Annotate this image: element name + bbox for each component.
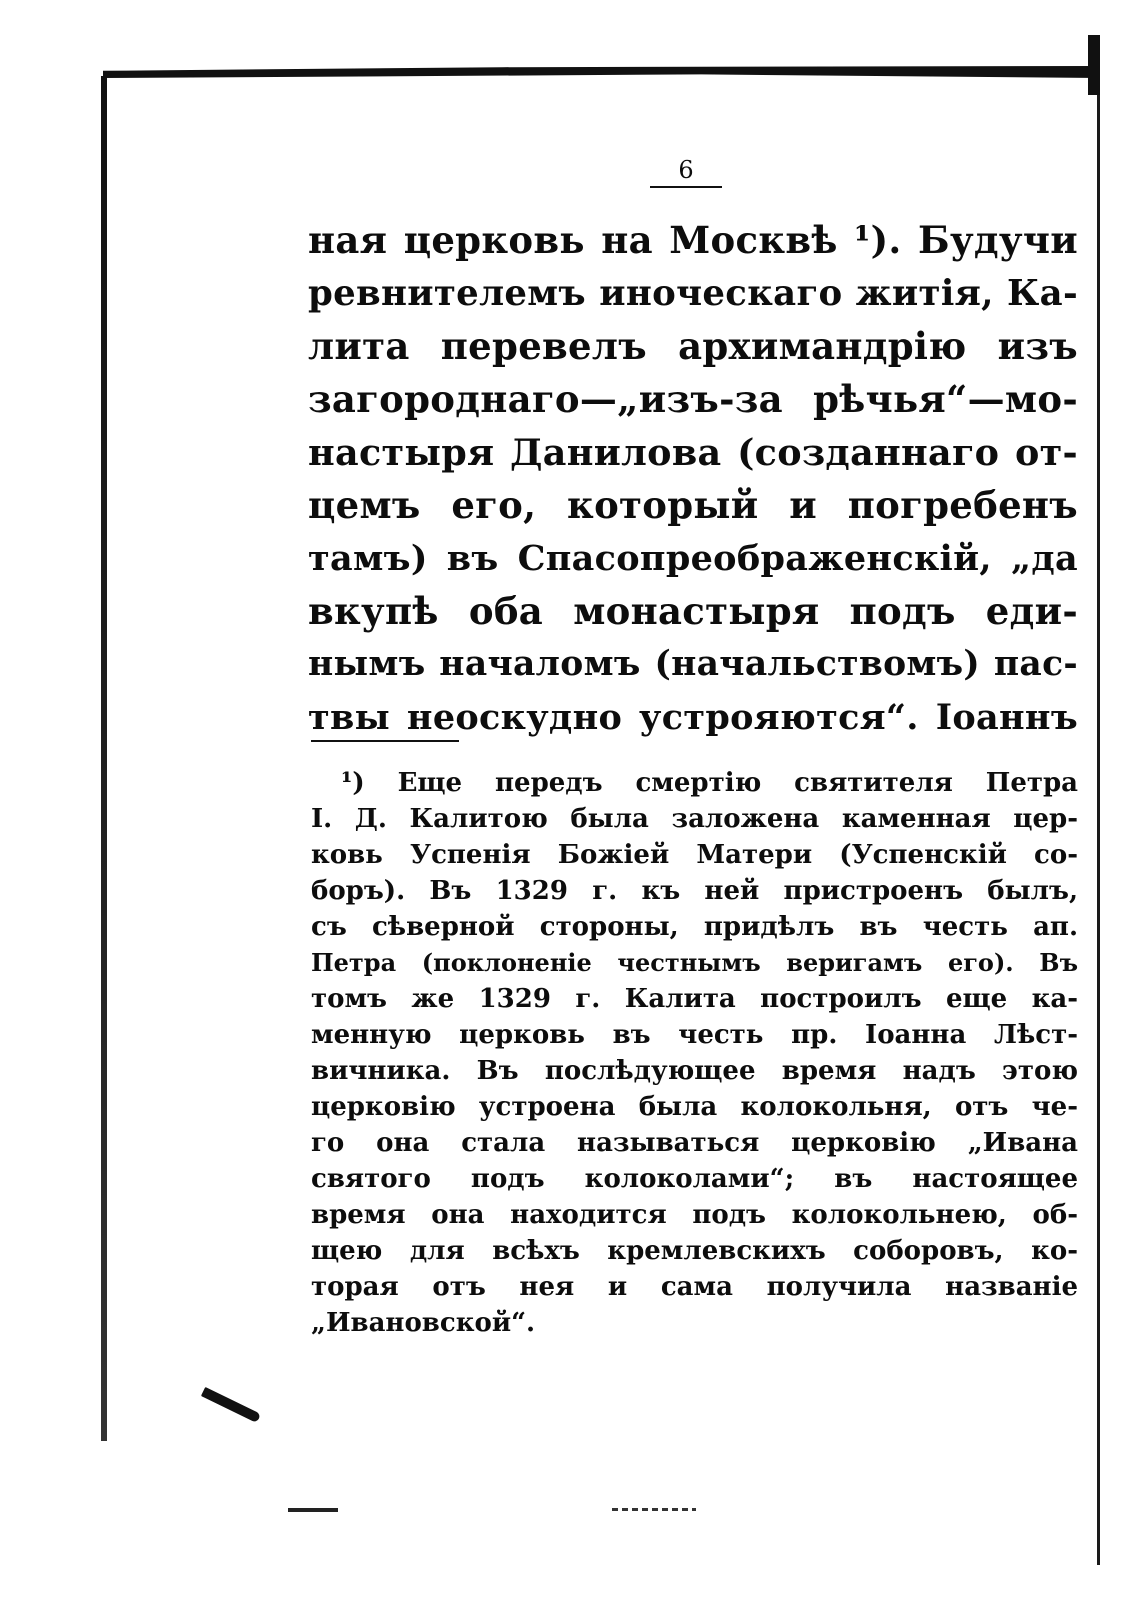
main-text-line: вкупѣ оба монастыря подъ еди- bbox=[308, 589, 1078, 633]
scan-border-left bbox=[101, 76, 107, 1441]
page-number: 6 bbox=[678, 156, 694, 184]
scan-border-top bbox=[103, 66, 1100, 78]
main-text-block bbox=[308, 214, 1078, 744]
footnote-line: щею для всѣхъ кремлевскихъ соборовъ, ко- bbox=[311, 1236, 1078, 1266]
main-text-line: нымъ началомъ (начальствомъ) пас- bbox=[308, 644, 1078, 684]
footnote-line: святого подъ колоколами“; въ настоящее bbox=[311, 1164, 1078, 1194]
footnote-block bbox=[311, 765, 1078, 1341]
main-text-line: твы неоскудно устрояются“. Іоаннъ bbox=[308, 697, 1078, 738]
footnote-line: ¹) Еще передъ смертію святителя Петра bbox=[341, 768, 1078, 798]
footnote-line: торая отъ нея и сама получила названіе bbox=[311, 1272, 1078, 1302]
footnote-line: го она стала называться церковію „Ивана bbox=[311, 1128, 1078, 1158]
footnote-line: томъ же 1329 г. Калита построилъ еще ка- bbox=[311, 984, 1078, 1014]
main-text-line: тамъ) въ Спасопреображенскій, „да bbox=[308, 538, 1078, 579]
footnote-line: „Ивановской“. bbox=[311, 1308, 536, 1338]
footnote-line: время она находится подъ колокольнею, об- bbox=[311, 1200, 1078, 1230]
main-text-line: загороднаго—„изъ-за рѣчья“—мо- bbox=[308, 377, 1078, 421]
scan-border-corner bbox=[1088, 35, 1100, 95]
scan-smudge bbox=[201, 1387, 261, 1423]
main-text-line: ная церковь на Москвѣ ¹). Будучи bbox=[308, 218, 1078, 262]
scan-border-right bbox=[1097, 95, 1100, 1565]
page-number-rule bbox=[650, 186, 722, 188]
main-text-line: лита перевелъ архимандрію изъ bbox=[308, 324, 1078, 368]
footnote-line: менную церковь въ честь пр. Іоанна Лѣст- bbox=[311, 1020, 1078, 1050]
scan-edge-mark-right bbox=[612, 1508, 696, 1511]
scan-edge-mark-left bbox=[288, 1508, 338, 1512]
footnote-line: ковь Успенія Божіей Матери (Успенскій со- bbox=[311, 840, 1078, 870]
footnote-line: Петра (поклоненіе честнымъ веригамъ его). Въ bbox=[311, 948, 1078, 977]
footnote-separator bbox=[311, 740, 459, 742]
footnote-line: вичника. Въ послѣдующее время надъ этою bbox=[311, 1056, 1078, 1086]
main-text-line: ревнителемъ иноческаго житія, Ка- bbox=[308, 273, 1078, 314]
main-text-line: настыря Данилова (созданнаго от- bbox=[308, 431, 1078, 474]
footnote-line: церковію устроена была колокольня, отъ че- bbox=[311, 1092, 1078, 1122]
footnote-line: боръ). Въ 1329 г. къ ней пристроенъ былъ, bbox=[311, 876, 1078, 906]
footnote-line: съ сѣверной стороны, придѣлъ въ честь ап. bbox=[311, 912, 1078, 942]
footnote-line: І. Д. Калитою была заложена каменная цер- bbox=[311, 804, 1078, 834]
main-text-line: цемъ его, который и погребенъ bbox=[308, 483, 1078, 527]
